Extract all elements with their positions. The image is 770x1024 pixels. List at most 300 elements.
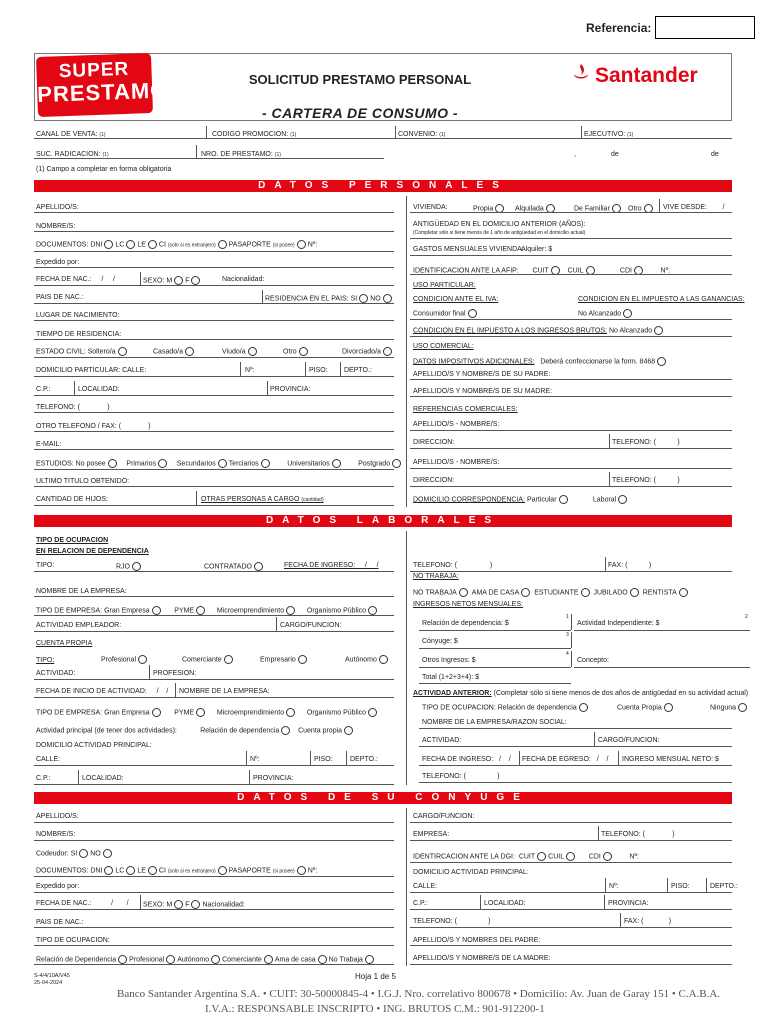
no-trabaja-heading: NO TRABAJA: [413, 573, 459, 580]
ref1-telefono-row: TELEFONO: ( ) [612, 439, 680, 446]
rule [34, 964, 394, 965]
rule [410, 892, 732, 893]
codigo-label: CODIGO PROMOCION: (1) [212, 131, 297, 138]
rule [34, 412, 394, 413]
uso-comercial-label: USO COMERCIAL: [413, 343, 474, 350]
rule [34, 267, 394, 268]
ing-num2: 2 [745, 614, 748, 620]
ing-rel-dep-label: Relación de dependencia: $ [422, 620, 509, 627]
correspondencia-row: DOMICILIO CORRESPONDENCIA: Particular Laboral [413, 495, 629, 504]
lab-piso-label: PISO: [314, 756, 333, 763]
cony-pasaporte-radio[interactable] [297, 866, 306, 875]
rule [620, 913, 621, 927]
iva-label: CONDICION ANTE EL IVA: [413, 296, 499, 303]
cony-tipo-ocup-label: TIPO DE OCUPACION: [36, 937, 110, 944]
rule [571, 614, 572, 630]
cp-autonomo-radio[interactable] [379, 655, 388, 664]
cp-comerciante-opt: Comerciante [182, 655, 235, 664]
divorciado-opt: Divorciado/a [342, 347, 394, 356]
cp-profesional-radio[interactable] [138, 655, 147, 664]
rule [34, 251, 394, 252]
ganancias-label: CONDICION EN EL IMPUESTO A LAS GANANCIAS: [578, 296, 745, 303]
rule [310, 751, 311, 765]
contratado-opt: CONTRATADO [204, 562, 265, 571]
alquiler-label: Alquiler: $ [521, 246, 553, 253]
form-8468-radio[interactable] [657, 357, 666, 366]
lab-cp-label: C.P.: [36, 775, 51, 782]
rule [175, 683, 176, 697]
dom-nro-label: Nº: [245, 367, 255, 374]
rule [410, 964, 732, 965]
act-rel-dep-radio[interactable] [281, 726, 290, 735]
rule [594, 732, 595, 746]
telefono-row: TELEFONO: ( ) [36, 404, 110, 411]
lab-provincia-label: PROVINCIA: [253, 775, 294, 782]
ing-act-ind-label: Actividad Independiente: $ [577, 620, 660, 627]
rule [410, 909, 732, 910]
rel-dep-heading: EN RELACION DE DEPENDENCIA [36, 548, 149, 555]
ref2-nombre-label: APELLIDO/S - NOMBRE/S: [413, 459, 500, 466]
column-divider [406, 196, 407, 507]
cony-ama-radio[interactable] [318, 955, 327, 964]
cony-cuil-radio[interactable] [566, 852, 575, 861]
cony-depto-label: DEPTO.: [710, 883, 738, 890]
rule [34, 486, 394, 487]
ant-ingreso-neto-label: INGRESO MENSUAL NETO: $ [622, 756, 719, 763]
rule [305, 362, 306, 376]
vivienda-otro-opt: Otro [628, 204, 655, 213]
rule [410, 255, 732, 256]
cony-calle-label: CALLE: [413, 883, 438, 890]
cony-localidad-label: LOCALIDAD: [484, 900, 526, 907]
rule [34, 571, 394, 572]
rule [34, 892, 394, 893]
cony-tel-row: TELEFONO: ( ) [601, 831, 675, 838]
rule [34, 596, 394, 597]
ing-num3: 3 [566, 632, 569, 638]
cp-comerciante-radio[interactable] [224, 655, 233, 664]
ant-cta-radio[interactable] [664, 703, 673, 712]
consumidor-radio[interactable] [468, 309, 477, 318]
lab-depto-label: DEPTO.: [350, 756, 378, 763]
rule [410, 927, 732, 928]
ultimo-titulo-label: ULTIMO TITULO OBTENIDO: [36, 478, 130, 485]
cp-profesional-opt: Profesional [101, 655, 149, 664]
section-laborales: DATOS LABORALES [34, 515, 732, 527]
rule [410, 945, 732, 946]
rule [706, 878, 707, 892]
cony-m-radio[interactable] [174, 900, 183, 909]
referencia-label: Referencia: [586, 21, 652, 35]
postgrado-radio[interactable] [392, 459, 401, 468]
rule [419, 765, 732, 766]
ref1-direccion-label: DIRECCION: [413, 439, 455, 446]
cony-madre-label: APELLIDO/S Y NOMBRE/S DE LA MADRE: [413, 955, 551, 962]
rentista-radio[interactable] [679, 588, 688, 597]
sexo-f-radio[interactable] [191, 276, 200, 285]
rule [262, 290, 263, 303]
cp-nombre-empresa-label: NOMBRE DE LA EMPRESA: [179, 688, 270, 695]
otro-radio[interactable] [299, 347, 308, 356]
rule [149, 665, 150, 679]
hijos-label: CANTIDAD DE HIJOS: [36, 496, 108, 503]
ref1-nombre-label: APELLIDO/S - NOMBRE/S: [413, 421, 500, 428]
logo-line1: SUPER [58, 58, 130, 83]
estado-civil-row: ESTADO CIVIL: Soltero/a [36, 347, 129, 356]
rule [240, 362, 241, 376]
jubilado-radio[interactable] [630, 588, 639, 597]
rule [34, 909, 394, 910]
rule [34, 505, 394, 506]
cp-profesion-label: PROFESION: [153, 670, 197, 677]
act-principal-row: Actividad principal (de tener dos actividades): Relación de dependencia Cuenta propia [36, 726, 355, 735]
casado-radio[interactable] [185, 347, 194, 356]
column-divider-2 [406, 531, 407, 785]
cony-dni-radio[interactable] [104, 866, 113, 875]
section-personales: DATOS PERSONALES [34, 180, 732, 192]
sexo-m-radio[interactable] [174, 276, 183, 285]
vivienda-alquilada-opt: Alquilada [515, 204, 557, 213]
rule [140, 272, 141, 285]
rule [419, 630, 571, 631]
rule [34, 945, 394, 946]
rule [419, 746, 732, 747]
cp-tipo-label: TIPO: [36, 657, 55, 664]
rule [419, 667, 571, 668]
antiguedad-label: ANTIGÜEDAD EN EL DOMICILIO ANTERIOR (AÑOS): [413, 221, 586, 228]
ant-ninguna-radio[interactable] [738, 703, 747, 712]
rule [604, 895, 605, 909]
act-empleador-label: ACTIVIDAD EMPLEADOR: [36, 622, 122, 629]
form-subtitle: - CARTERA DE CONSUMO - [261, 105, 459, 121]
consumidor-opt: Consumidor final [413, 309, 479, 318]
referencia-field[interactable] [655, 16, 755, 39]
gastos-label: GASTOS MENSUALES VIVIENDA: [413, 246, 524, 253]
divorciado-radio[interactable] [383, 347, 392, 356]
codeudor-row: Codeudor: SI NO [36, 849, 114, 858]
rule [34, 615, 394, 616]
page-number: Hoja 1 de 5 [355, 972, 396, 981]
madre-label: APELLIDO/S Y NOMBRE/S DE SU MADRE: [413, 388, 553, 395]
rule [410, 430, 732, 431]
ing-total-label: Total (1+2+3+4): $ [422, 674, 480, 681]
cony-nombres-label: NOMBRE/S: [36, 831, 76, 838]
lab-localidad-label: LOCALIDAD: [82, 775, 124, 782]
rule [419, 782, 732, 783]
rule [34, 231, 394, 232]
cony-auto-radio[interactable] [211, 955, 220, 964]
afip-row: IDENTIFICACION ANTE LA AFIP: CUIT CUIL CDI Nº: [413, 267, 671, 275]
cony-ci-radio[interactable] [218, 866, 227, 875]
cony-apellidos-label: APELLIDO/S: [36, 813, 79, 820]
cp-actividad-label: ACTIVIDAD: [36, 670, 76, 677]
date-comma: , [574, 151, 576, 158]
rule [410, 336, 732, 337]
ama-casa-radio[interactable] [521, 588, 530, 597]
viudo-radio[interactable] [248, 347, 257, 356]
estudiante-radio[interactable] [581, 588, 590, 597]
rule [34, 765, 394, 766]
rule [34, 822, 394, 823]
documentos-row: DOCUMENTOS: DNI LC LE CI (solo si es extranjero) PASAPORTE (si posee) Nº: [36, 241, 318, 249]
lab-nro-label: Nº: [250, 756, 260, 763]
rule [410, 822, 732, 823]
micro2-radio[interactable] [286, 708, 295, 717]
cony-documentos-row: DOCUMENTOS: DNI LC LE CI (solo si es extranjero) PASAPORTE (si posee) Nº: [36, 867, 318, 875]
rule [249, 770, 250, 784]
rule [34, 158, 384, 159]
lab-calle-label: CALLE: [36, 756, 61, 763]
rule [34, 285, 394, 286]
cony-lc-radio[interactable] [126, 866, 135, 875]
bank-info-line1: Banco Santander Argentina S.A. • CUIT: 30-50000845-4 • I.G.J. Nro. correlativo 800678 • Domicilio: Av. Juan de Garay 151 • C.A.B.A. [117, 988, 721, 1000]
pyme-radio[interactable] [196, 606, 205, 615]
rule [571, 651, 572, 667]
rule [34, 927, 394, 928]
cony-com-radio[interactable] [264, 955, 273, 964]
vivienda-label: VIVIENDA: [413, 204, 448, 211]
rule [519, 751, 520, 765]
rule [609, 434, 610, 448]
ing-concepto-label: Concepto: [577, 657, 609, 664]
rule [34, 138, 732, 139]
rule [574, 630, 750, 631]
padre-label: APELLIDO/S Y NOMBRE/S DE SU PADRE: [413, 371, 551, 378]
rule [667, 878, 668, 892]
cony-expedido-label: Expedido por: [36, 883, 80, 890]
rule [340, 362, 341, 376]
rule [410, 862, 732, 863]
act-ant-tipo-row: TIPO DE OCUPACION: Relación de dependencia Cuenta Propia [422, 703, 675, 712]
cony-fecha-row: FECHA DE NAC.: / / [36, 900, 129, 907]
residencia-si-radio[interactable] [359, 294, 368, 303]
datos-imp-row: DATOS IMPOSITIVOS ADICIONALES: Deberá confeccionarse la form. 8468 [413, 357, 668, 366]
cony-cdi-radio[interactable] [603, 852, 612, 861]
cony-nro-label: Nº: [609, 883, 619, 890]
rule [346, 751, 347, 765]
column-divider-3 [406, 808, 407, 966]
rule [206, 126, 207, 139]
cony-le-radio[interactable] [148, 866, 157, 875]
cony-empresa-label: EMPRESA: [413, 831, 450, 838]
rule [410, 486, 732, 487]
rule [419, 683, 571, 684]
no-trabaja-row: NO TRABAJA AMA DE CASA ESTUDIANTE JUBILADO RENTISTA [413, 588, 690, 597]
viudo-opt: Viudo/a [222, 347, 259, 356]
secundarios-radio[interactable] [218, 459, 227, 468]
date-de1: de [611, 151, 619, 158]
nombres-label: NOMBRE/S: [36, 223, 76, 230]
rule [598, 826, 599, 840]
cony-ocup-row: Relación de Dependencia Profesional Autónomo Comerciante Ama de casa No Trabaja [36, 955, 376, 964]
uso-particular-label: USO PARTICULAR: [413, 282, 476, 289]
pasaporte-radio[interactable] [297, 240, 306, 249]
antiguedad-note: (Completar sólo si tiene menos de 1 año de antigüedad en el domicilio actual) [413, 230, 586, 236]
ant-cargo-label: CARGO/FUNCION: [598, 737, 660, 744]
lab-tel-row: TELEFONO: ( ) [413, 562, 493, 569]
ingresos-heading: INGRESOS NETOS MENSUALES: [413, 601, 523, 608]
universitarios-radio[interactable] [332, 459, 341, 468]
residencia-row: RESIDENCIA EN EL PAIS: SI NO [265, 294, 394, 303]
form-date: 25-04-2024 [34, 980, 63, 986]
rule [34, 631, 394, 632]
rule [480, 895, 481, 909]
cony-pais-label: PAIS DE NAC.: [36, 919, 84, 926]
apellidos-label: APELLIDO/S: [36, 204, 79, 211]
rule [410, 396, 732, 397]
rule [410, 571, 732, 572]
iibb-no-alcanzado-radio[interactable] [654, 326, 663, 335]
santander-flame-icon [570, 62, 592, 84]
cony-dgi-row: IDENTIRCACION ANTE LA DGI: CUIT CUIL CDI Nº: [413, 853, 639, 861]
primarios-radio[interactable] [158, 459, 167, 468]
iibb-row: CONDICION EN EL IMPUESTO A LOS INGRESOS BRUTOS: No Alcanzado [413, 326, 665, 335]
contratado-radio[interactable] [254, 562, 263, 571]
vivienda-familiar-opt: De Familiar [574, 204, 623, 213]
tipo-ocupacion-heading: TIPO DE OCUPACION [36, 537, 109, 544]
section-conyuge: DATOS DE SU CONYUGE [34, 792, 732, 804]
tiempo-label: TIEMPO DE RESIDENCIA: [36, 331, 122, 338]
organismo2-radio[interactable] [368, 708, 377, 717]
cony-dom-act-label: DOMICILIO ACTIVIDAD PRINCIPAL: [413, 869, 529, 876]
lab-fax-row: FAX: ( ) [608, 562, 652, 569]
le-radio[interactable] [148, 240, 157, 249]
cony-provincia-label: PROVINCIA: [608, 900, 649, 907]
ref2-direccion-label: DIRECCION: [413, 477, 455, 484]
micro-radio[interactable] [286, 606, 295, 615]
lugar-label: LUGAR DE NACIMIENTO: [36, 312, 120, 319]
codeudor-si-radio[interactable] [79, 849, 88, 858]
organismo-radio[interactable] [368, 606, 377, 615]
pyme2-radio[interactable] [196, 708, 205, 717]
rule [410, 238, 732, 239]
rule [140, 895, 141, 909]
fecha-ingreso-row: FECHA DE INGRESO: / / [284, 562, 379, 569]
gan-no-alcanzado-radio[interactable] [623, 309, 632, 318]
vivienda-propia-opt: Propia [473, 204, 506, 213]
cony-rel-radio[interactable] [118, 955, 127, 964]
otras-personas-label: OTRAS PERSONAS A CARGO (cantidad) [201, 496, 324, 503]
lab-cargo-label: CARGO/FUNCION: [280, 622, 342, 629]
gan-no-alc-opt: No Alcanzado [578, 309, 634, 318]
ing-otros-label: Otros Ingresos: $ [422, 657, 476, 664]
rule [34, 303, 394, 304]
rule [410, 274, 732, 275]
rule [410, 212, 732, 213]
rule [246, 751, 247, 765]
ing-conyuge-label: Cónyuge: $ [422, 638, 458, 645]
no-posee-radio[interactable] [108, 459, 117, 468]
gran-empresa2-radio[interactable] [152, 708, 161, 717]
ing-num1: 1 [566, 614, 569, 620]
cony-cuit-radio[interactable] [537, 852, 546, 861]
cony-f-radio[interactable] [191, 900, 200, 909]
residencia-no-radio[interactable] [383, 294, 392, 303]
rule [605, 878, 606, 892]
cp-empresario-radio[interactable] [298, 655, 307, 664]
nro-prestamo-label: NRO. DE PRESTAMO: (1) [201, 151, 281, 158]
cony-padre-label: APELLIDO/S Y NOMBRES DEL PADRE: [413, 937, 541, 944]
required-note: (1) Campo a completar en forma obligatoria [36, 166, 172, 173]
rjo-radio[interactable] [132, 562, 141, 571]
ci-radio[interactable] [218, 240, 227, 249]
rule [609, 472, 610, 486]
nacionalidad-label: Nacionalidad: [222, 276, 265, 283]
cony-prof-radio[interactable] [166, 955, 175, 964]
cony-fax-row: FAX: ( ) [624, 918, 672, 925]
casado-opt: Casado/a [153, 347, 196, 356]
tipo-empresa2-row: TIPO DE EMPRESA: Gran Empresa PYME Microemprendimiento Organismo Público [36, 708, 379, 717]
rule [34, 431, 394, 432]
codeudor-no-radio[interactable] [103, 849, 112, 858]
act-anterior-row: ACTIVIDAD ANTERIOR: (Completar sólo si tiene menos de dos años de antigüedad en su actividad actual) [413, 690, 749, 697]
ant-rel-radio[interactable] [579, 703, 588, 712]
ant-tel-row: TELEFONO: ( ) [422, 773, 500, 780]
rule [276, 617, 277, 631]
rule [410, 379, 732, 380]
lc-radio[interactable] [126, 240, 135, 249]
gran-empresa-radio[interactable] [152, 606, 161, 615]
canal-label: CANAL DE VENTA: (1) [36, 131, 106, 138]
pais-label: PAIS DE NAC.: [36, 294, 84, 301]
rule [267, 381, 268, 395]
ant-actividad-label: ACTIVIDAD: [422, 737, 462, 744]
logo-line2: PRESTAMO [36, 77, 169, 107]
suc-label: SUC. RADICACION: (1) [36, 151, 109, 158]
date-de2: de [711, 151, 719, 158]
rule [34, 339, 394, 340]
ant-ninguna-opt: Ninguna [710, 703, 749, 712]
domicilio-label: DOMICILIO PARTICULAR: CALLE: [36, 367, 147, 374]
cony-cargo-label: CARGO/FUNCION: [413, 813, 475, 820]
bank-info-line2: I.V.A.: RESPONSABLE INSCRIPTO • ING. BRUTOS C.M.: 901-912200-1 [205, 1003, 545, 1015]
rule [34, 212, 394, 213]
estudios-row: ESTUDIOS: No posee Primarios Secundarios Terciarios Universitarios Postgrado [36, 459, 403, 468]
rule [574, 667, 750, 668]
rule [395, 126, 396, 139]
ant-fecha-egr-row: FECHA DE EGRESO: / / [522, 756, 609, 763]
no-trabaja-radio[interactable] [459, 588, 468, 597]
rule [34, 449, 394, 450]
rule [419, 648, 571, 649]
fecha-inicio-row: FECHA DE INICIO DE ACTIVIDAD: / / [36, 688, 169, 695]
rule [196, 145, 197, 158]
rule [34, 395, 394, 396]
localidad-label: LOCALIDAD: [78, 386, 120, 393]
cp-autonomo-opt: Autónomo [345, 655, 390, 664]
cony-no-trabaja-radio[interactable] [365, 955, 374, 964]
cp-label: C.P.: [36, 386, 51, 393]
act-cta-propia-radio[interactable] [344, 726, 353, 735]
fecha-nac-row: FECHA DE NAC.: / / [36, 276, 115, 283]
corr-particular-radio[interactable] [559, 495, 568, 504]
dni-radio[interactable] [104, 240, 113, 249]
ref2-telefono-row: TELEFONO: ( ) [612, 477, 680, 484]
rule [78, 770, 79, 784]
rule [34, 840, 394, 841]
tipo-empresa-row: TIPO DE EMPRESA: Gran Empresa PYME Microemprendimiento Organismo Público [36, 606, 379, 615]
super-prestamo-logo [36, 53, 169, 117]
cony-piso-label: PISO: [671, 883, 690, 890]
lab-tipo-label: TIPO: [36, 562, 55, 569]
email-label: E-MAIL: [36, 441, 62, 448]
corr-laboral-radio[interactable] [618, 495, 627, 504]
rule [410, 319, 732, 320]
rule [605, 557, 606, 571]
rule [410, 840, 732, 841]
soltero-radio[interactable] [118, 347, 127, 356]
terciarios-radio[interactable] [261, 459, 270, 468]
